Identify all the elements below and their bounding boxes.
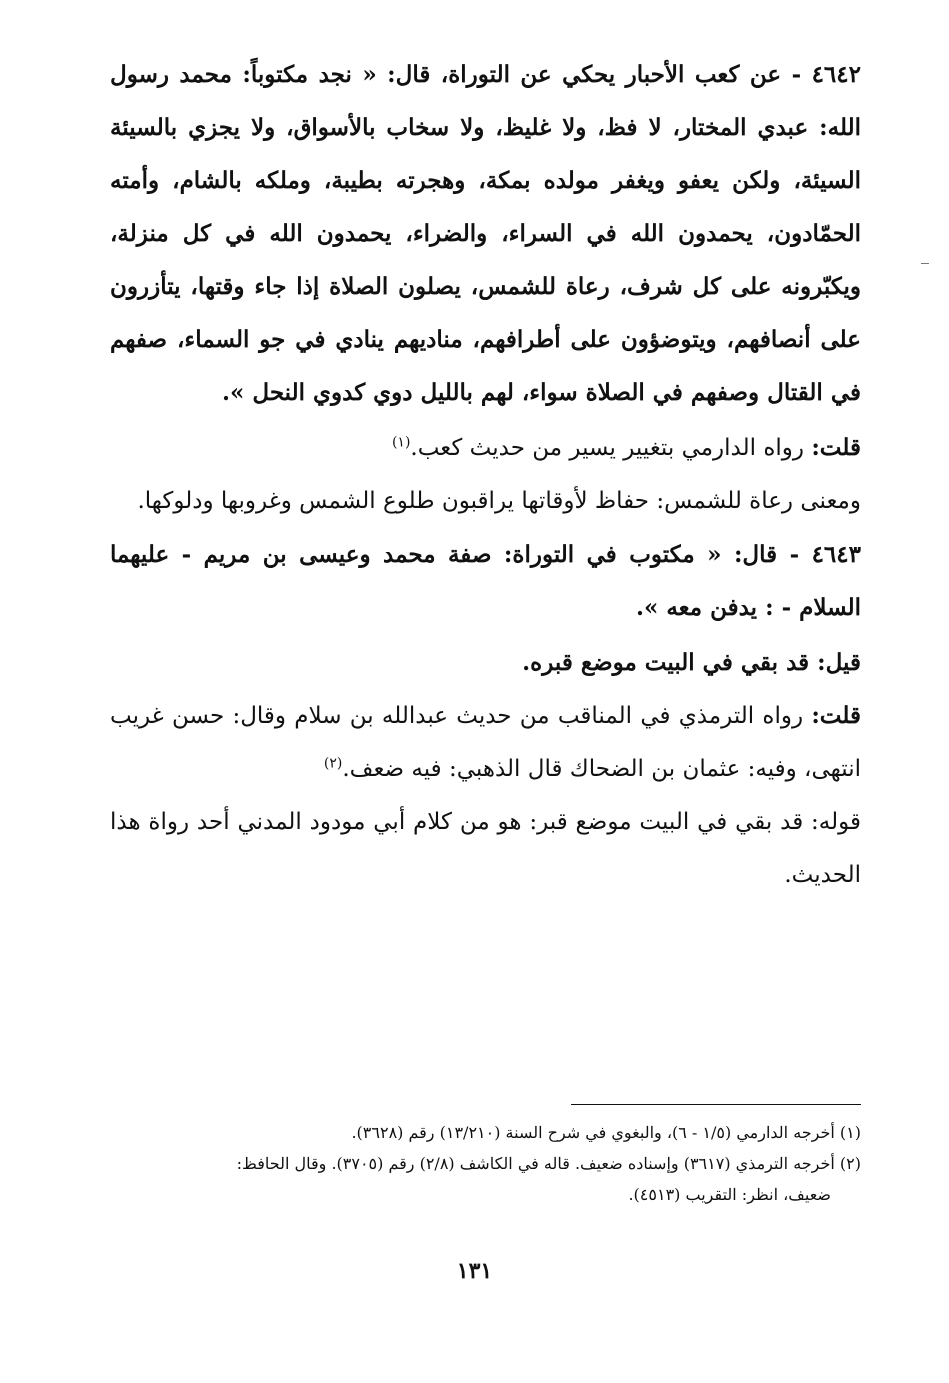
note-1-lead: قلت: [811, 434, 861, 461]
footnote-ref-1[interactable]: (١) [391, 434, 411, 451]
margin-mark [921, 263, 929, 264]
note-2-lead: قلت: [811, 702, 861, 729]
footnote-2-continued-text: ضعيف، انظر: التقريب (٤٥١٣). [628, 1185, 831, 1204]
note-1 [110, 421, 861, 475]
footnote-1: (١) أخرجه الدارمي (١/٥ - ٦)، والبغوي في شرح السنة (١٣/٢١٠) رقم (٣٦٢٨). [351, 1123, 861, 1142]
qeel-line: قيل: قد بقي في البيت موضع قبره. [522, 649, 861, 676]
hadith-4642: ٤٦٤٢ - عن كعب الأحبار يحكي عن التوراة، قال: « نجد مكتوباً: محمد رسول الله: عبدي المختار، لا فظ، ولا غليظ، ولا سخاب بالأسواق، ولا يجزي بالسيئة السيئة، ولكن يعفو ويغفر مولده بمكة، وهجرته بطيبة، وملكه بالشام، وأمته الحمّادون، يحمدون الله في السراء، والضراء، يحمدون الله في كل منزلة، ويكبّرونه على كل شرف، رعاة للشمس، يصلون الصلاة إذا جاء وقتها، يتأزرون على أنصافهم، ويتوضؤون على أطرافهم، مناديهم ينادي في جو السماء، صفهم في القتال وصفهم في الصلاة سواء، لهم بالليل دوي كدوي النحل ». [110, 61, 861, 406]
meaning-line: ومعنى رعاة للشمس: حفاظ لأوقاتها يراقبون طلوع الشمس وغروبها ودلوكها. [137, 488, 861, 514]
footnote-2-continued [110, 1179, 861, 1210]
comment-line: قوله: قد بقي في البيت موضع قبر: هو من كلام أبي مودود المدني أحد رواة هذا الحديث. [110, 809, 861, 888]
footnote-2: (٢) أخرجه الترمذي (٣٦١٧) وإسناده ضعيف. قاله في الكاشف (٢/٨) رقم (٣٧٠٥). وقال الحافظ: [236, 1154, 861, 1173]
footnotes [110, 1117, 861, 1210]
footnote-separator [571, 1104, 861, 1105]
page-number: ١٣١ [456, 1258, 493, 1284]
note-2-text: رواه الترمذي في المناقب من حديث عبدالله بن سلام وقال: حسن غريب انتهى، وفيه: عثمان بن الضحاك قال الذهبي: فيه ضعف. [110, 703, 861, 782]
note-2 [110, 689, 861, 796]
hadith-4643: ٤٦٤٣ - قال: « مكتوب في التوراة: صفة محمد وعيسى بن مريم - عليهما السلام - : يدفن معه ». [110, 541, 861, 621]
main-text [110, 48, 861, 902]
footnote-ref-2[interactable]: (٢) [323, 755, 343, 772]
note-1-text: رواه الدارمي بتغيير يسير من حديث كعب. [410, 435, 812, 461]
